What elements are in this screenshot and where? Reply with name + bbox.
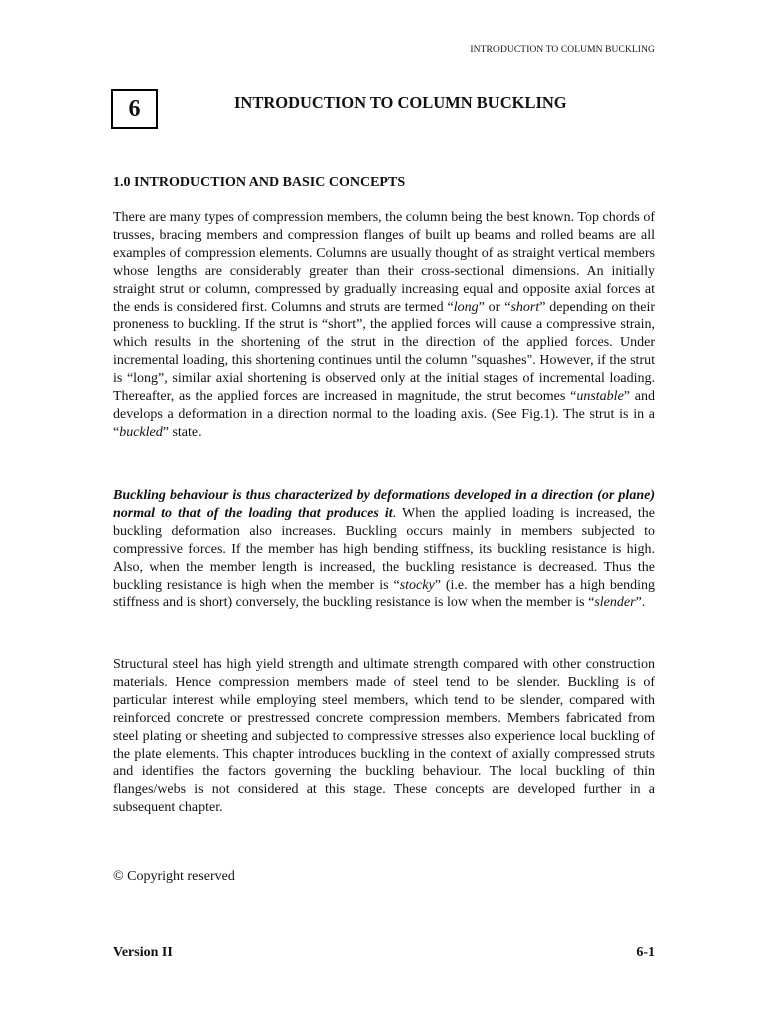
text-run: . When the applied loading is increased, the buckling deformation also increases. Buckling occurs mainly in members subjected to compressive forces. If the member has high bending stiffness, its buckling resistance is high. Also, when the member length is increased, the buckling resistance is decreased. Thus the buckling resistance is high when the member is “: [113, 505, 655, 593]
section-heading: 1.0 INTRODUCTION AND BASIC CONCEPTS: [113, 175, 406, 190]
text-run: Structural steel has high yield strength and ultimate strength compared with other construction materials. Hence compression members made of steel tend to be slender. Buckling is of particular interest while employing steel members, which tend to be slender, compared with reinforced concrete or prestressed concrete compression members. Members fabricated from steel plating or sheeting and subjected to compressive stresses also experience local buckling of the plate elements. This chapter introduces buckling in the context of axially compressed struts and identifies the factors governing the buckling behaviour. The local buckling of thin flanges/webs is not considered at this stage. These concepts are developed further in a subsequent chapter.: [113, 657, 655, 816]
paragraph-buckling-behaviour: [113, 487, 655, 612]
chapter-title: INTRODUCTION TO COLUMN BUCKLING: [234, 93, 567, 112]
text-run: ” depending on their proneness to buckling. If the strut is “short”, the applied forces will cause a compressive strain, which results in the shortening of the strut in the direction of the applied forces. Under incremental loading, this shortening continues until the column "squashes". However, if the strut is “long”, similar axial shortening is observed only at the initial stages of incremental loading. Thereafter, as the applied forces are increased in magnitude, the strut becomes “: [113, 299, 656, 405]
chapter-number-box: 6: [111, 89, 158, 129]
footer-version: Version II: [113, 945, 173, 960]
text-run: ” state.: [162, 424, 202, 440]
emphasis-buckled: buckled: [119, 424, 163, 440]
text-run: ” (i.e. the member has a high bending stiffness and is short) conversely, the buckling resistance is low when the member is “: [113, 577, 656, 611]
paragraph-intro: [113, 209, 655, 442]
emphasis-short: short: [510, 299, 540, 315]
emphasis-long: long: [453, 299, 479, 315]
buckling-definition: Buckling behaviour is thus characterized by deformations developed in a direction (or plane) normal to that of the loading that produces it: [113, 488, 655, 521]
footer-page-number: 6-1: [636, 945, 655, 960]
running-header: INTRODUCTION TO COLUMN BUCKLING: [470, 45, 655, 55]
paragraph-structural-steel: [113, 656, 655, 817]
emphasis-stocky: stocky: [399, 577, 435, 593]
text-run: ”.: [635, 595, 646, 611]
text-run: ” and develops a deformation in a direction normal to the loading axis. (See Fig.1). The strut is in a “: [113, 389, 656, 440]
emphasis-unstable: unstable: [576, 389, 624, 405]
copyright-notice: © Copyright reserved: [113, 869, 235, 884]
emphasis-slender: slender: [594, 595, 636, 611]
text-run: ” or “: [478, 299, 511, 315]
text-run: There are many types of compression members, the column being the best known. Top chords of trusses, bracing members and compression flanges of built up beams and rolled beams are all examples of compression elements. Columns are usually thought of as straight vertical members whose lengths are considerably greater than their cross-sectional dimensions. An initially straight strut or column, compressed by gradually increasing equal and opposite axial forces at the ends is considered first. Columns and struts are termed “: [113, 210, 655, 315]
